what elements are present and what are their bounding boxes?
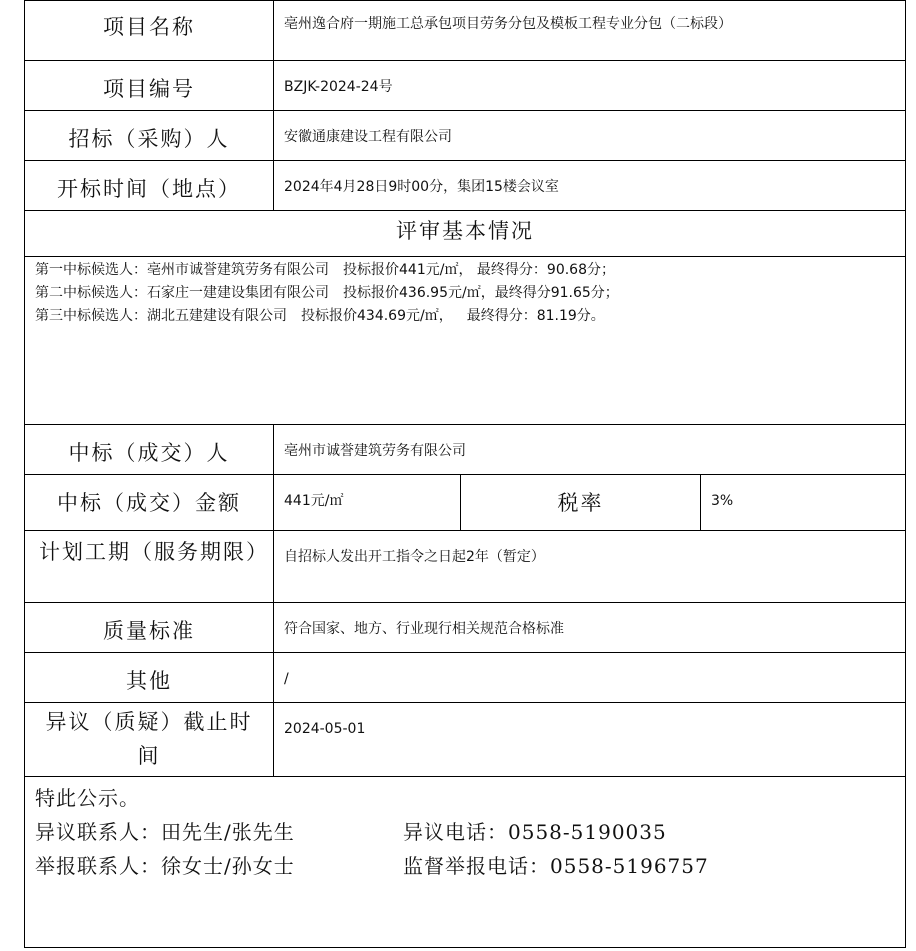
tenderer-value: 安徽通康建设工程有限公司: [274, 111, 906, 161]
other-value: /: [274, 653, 906, 703]
candidate-1-rank: 第一中标候选人：: [35, 262, 147, 278]
winner-value: 亳州市诚誉建筑劳务有限公司: [274, 425, 906, 475]
bid-result-table: [24, 0, 906, 948]
candidate-2-rank: 第二中标候选人：: [35, 285, 147, 301]
row-quality: [25, 603, 906, 653]
amount-label: 中标（成交）金额: [25, 475, 274, 531]
row-notice: [25, 777, 906, 948]
row-project-name: [25, 1, 906, 61]
project-no-label: 项目编号: [25, 61, 274, 111]
row-period: [25, 531, 906, 603]
candidate-2-price: 投标报价436.95元/㎡，: [343, 285, 495, 301]
candidate-3-price: 投标报价434.69元/㎡，: [301, 308, 453, 324]
objection-contact: 异议联系人：田先生/张先生: [35, 820, 295, 844]
candidate-1: [35, 259, 905, 282]
review-heading: 评审基本情况: [25, 211, 906, 257]
row-objection: [25, 703, 906, 777]
other-label: 其他: [25, 653, 274, 703]
row-other: [25, 653, 906, 703]
row-winner: [25, 425, 906, 475]
tenderer-label: 招标（采购）人: [25, 111, 274, 161]
project-name-label: 项目名称: [25, 1, 274, 61]
row-project-no: [25, 61, 906, 111]
row-tenderer: [25, 111, 906, 161]
row-candidates: [25, 257, 906, 425]
candidate-1-name: 亳州市诚誉建筑劳务有限公司: [147, 262, 329, 278]
candidates-cell: [25, 257, 906, 425]
row-amount: [25, 475, 906, 531]
candidate-3-name: 湖北五建建设有限公司: [147, 308, 287, 324]
objection-label: 异议（质疑）截止时间: [25, 703, 274, 777]
candidate-1-price: 投标报价441元/㎡，: [343, 262, 473, 278]
row-review-heading: [25, 211, 906, 257]
row-opening: [25, 161, 906, 211]
quality-label: 质量标准: [25, 603, 274, 653]
winner-label: 中标（成交）人: [25, 425, 274, 475]
amount-value: 441元/㎡: [274, 475, 461, 531]
candidate-3: [35, 305, 905, 328]
report-phone: 监督举报电话：0558-5196757: [403, 854, 709, 878]
candidate-2-score: 最终得分91.65分；: [494, 285, 619, 301]
opening-value: 2024年4月28日9时00分，集团15楼会议室: [274, 161, 906, 211]
notice-title: 特此公示。: [35, 786, 140, 810]
tax-label: 税率: [461, 475, 701, 531]
candidate-3-score: 最终得分：81.19分。: [466, 308, 605, 324]
objection-phone: 异议电话：0558-5190035: [403, 820, 667, 844]
candidate-2-name: 石家庄一建建设集团有限公司: [147, 285, 329, 301]
project-no-value: BZJK-2024-24号: [274, 61, 906, 111]
period-label: 计划工期（服务期限）: [25, 531, 274, 603]
objection-value: 2024-05-01: [274, 703, 906, 777]
candidate-2: [35, 282, 905, 305]
candidate-3-rank: 第三中标候选人：: [35, 308, 147, 324]
period-value: 自招标人发出开工指令之日起2年（暂定）: [274, 531, 906, 603]
report-contact: 举报联系人：徐女士/孙女士: [35, 854, 295, 878]
report-contact-line: [35, 849, 905, 883]
opening-label: 开标时间（地点）: [25, 161, 274, 211]
quality-value: 符合国家、地方、行业现行相关规范合格标准: [274, 603, 906, 653]
notice-cell: [25, 777, 906, 948]
objection-contact-line: [35, 815, 905, 849]
tax-value: 3%: [701, 475, 906, 531]
project-name-value: 亳州逸合府一期施工总承包项目劳务分包及模板工程专业分包（二标段）: [274, 1, 906, 61]
candidate-1-score: 最终得分：90.68分；: [476, 262, 615, 278]
